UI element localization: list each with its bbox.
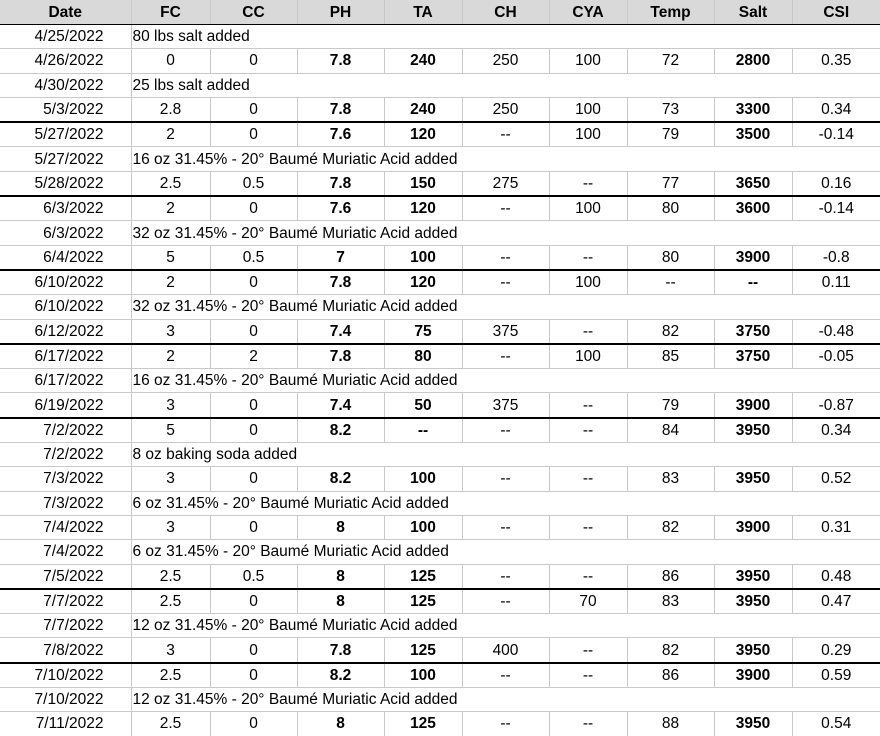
date-cell[interactable]: 5/3/2022: [0, 97, 131, 122]
temp-cell[interactable]: 80: [627, 245, 714, 270]
fc-cell[interactable]: 2.5: [131, 663, 210, 688]
fc-cell[interactable]: 5: [131, 245, 210, 270]
cya-cell[interactable]: 100: [549, 49, 627, 73]
ph-cell[interactable]: 7.8: [297, 49, 384, 73]
table-row: [0, 122, 880, 147]
table-row: [0, 589, 880, 614]
ch-cell[interactable]: --: [462, 515, 549, 539]
note-row: [0, 443, 880, 467]
csi-cell[interactable]: -0.14: [792, 196, 880, 221]
cya-cell[interactable]: --: [549, 712, 627, 736]
ch-cell[interactable]: --: [462, 467, 549, 491]
header-ch[interactable]: CH: [462, 0, 549, 25]
salt-cell[interactable]: 3950: [714, 564, 792, 589]
csi-cell[interactable]: 0.34: [792, 97, 880, 122]
fc-cell[interactable]: 3: [131, 393, 210, 418]
cya-cell[interactable]: --: [549, 638, 627, 663]
ch-cell[interactable]: 375: [462, 393, 549, 418]
cya-cell[interactable]: --: [549, 319, 627, 344]
date-cell[interactable]: 7/8/2022: [0, 638, 131, 663]
header-salt[interactable]: Salt: [714, 0, 792, 25]
fc-cell[interactable]: 2.5: [131, 564, 210, 589]
cya-cell[interactable]: --: [549, 418, 627, 443]
table-row: [0, 418, 880, 443]
note-cell[interactable]: 12 oz 31.45% - 20° Baumé Muriatic Acid added: [131, 614, 880, 638]
cc-cell[interactable]: 0: [210, 418, 297, 443]
ch-cell[interactable]: --: [462, 712, 549, 736]
ph-cell[interactable]: 7.6: [297, 196, 384, 221]
ch-cell[interactable]: --: [462, 589, 549, 614]
date-cell[interactable]: 7/4/2022: [0, 515, 131, 539]
ph-cell[interactable]: 7.4: [297, 393, 384, 418]
cya-cell[interactable]: 100: [549, 196, 627, 221]
table-row: [0, 467, 880, 491]
header-cc[interactable]: CC: [210, 0, 297, 25]
ch-cell[interactable]: --: [462, 245, 549, 270]
header-temp[interactable]: Temp: [627, 0, 714, 25]
salt-cell[interactable]: 3950: [714, 638, 792, 663]
csi-cell[interactable]: 0.54: [821, 715, 852, 733]
cc-cell[interactable]: 0: [210, 393, 297, 418]
note-cell[interactable]: 25 lbs salt added: [131, 73, 880, 97]
salt-cell[interactable]: 3900: [714, 663, 792, 688]
ta-cell[interactable]: 120: [384, 122, 462, 147]
ch-cell[interactable]: --: [462, 196, 549, 221]
temp-cell[interactable]: 83: [627, 467, 714, 491]
note-row: [0, 147, 880, 171]
date-cell[interactable]: 6/10/2022: [0, 295, 131, 319]
table-row: [0, 196, 880, 221]
ta-cell[interactable]: 125: [384, 712, 462, 736]
note-row: [0, 295, 880, 319]
temp-cell[interactable]: 82: [627, 319, 714, 344]
header-ph[interactable]: PH: [297, 0, 384, 25]
ta-cell[interactable]: 125: [384, 589, 462, 614]
note-cell[interactable]: 12 oz 31.45% - 20° Baumé Muriatic Acid added: [131, 688, 880, 712]
ta-cell[interactable]: 240: [384, 97, 462, 122]
temp-cell[interactable]: 84: [627, 418, 714, 443]
date-cell[interactable]: 7/11/2022: [0, 712, 131, 736]
fc-cell[interactable]: 2: [131, 344, 210, 369]
note-row: [0, 221, 880, 245]
fc-cell[interactable]: 2: [131, 122, 210, 147]
cya-cell[interactable]: --: [549, 171, 627, 196]
date-cell[interactable]: 6/19/2022: [0, 393, 131, 418]
csi-cell[interactable]: -0.14: [792, 122, 880, 147]
cc-cell[interactable]: 0: [210, 663, 297, 688]
csi-cell[interactable]: 0.52: [792, 467, 880, 491]
ph-cell[interactable]: 7.8: [297, 171, 384, 196]
header-fc[interactable]: FC: [131, 0, 210, 25]
cc-cell[interactable]: 0.5: [210, 245, 297, 270]
cc-cell[interactable]: 0: [210, 638, 297, 663]
csi-cell[interactable]: 0.31: [792, 515, 880, 539]
fc-cell[interactable]: 2: [131, 270, 210, 295]
fc-cell[interactable]: 2.5: [131, 171, 210, 196]
salt-cell[interactable]: 3950: [714, 467, 792, 491]
cc-cell[interactable]: 0: [210, 515, 297, 539]
ph-cell[interactable]: 8.2: [297, 467, 384, 491]
cya-cell[interactable]: 70: [549, 589, 627, 614]
ch-cell[interactable]: --: [462, 122, 549, 147]
csi-cell[interactable]: 0.59: [792, 663, 880, 688]
date-cell[interactable]: 7/7/2022: [0, 614, 131, 638]
ch-cell[interactable]: --: [462, 344, 549, 369]
date-cell[interactable]: 7/2/2022: [0, 418, 131, 443]
date-cell[interactable]: 6/3/2022: [0, 221, 131, 245]
table-row: [0, 712, 880, 736]
note-row: [0, 369, 880, 393]
date-cell[interactable]: 6/4/2022: [0, 245, 131, 270]
cc-cell[interactable]: 0.5: [210, 171, 297, 196]
salt-cell[interactable]: 3650: [714, 171, 792, 196]
csi-cell[interactable]: 0.11: [792, 270, 880, 295]
cc-cell[interactable]: 0: [210, 49, 297, 73]
note-cell[interactable]: 16 oz 31.45% - 20° Baumé Muriatic Acid added: [131, 369, 880, 393]
ch-cell[interactable]: --: [462, 564, 549, 589]
note-cell[interactable]: 32 oz 31.45% - 20° Baumé Muriatic Acid added: [131, 295, 880, 319]
date-cell[interactable]: 6/17/2022: [0, 344, 131, 369]
ta-cell[interactable]: 120: [384, 270, 462, 295]
csi-cell[interactable]: 0.35: [792, 49, 880, 73]
cc-cell[interactable]: 0: [210, 122, 297, 147]
ph-cell[interactable]: 7.8: [297, 270, 384, 295]
fc-cell[interactable]: 2: [131, 196, 210, 221]
fc-cell[interactable]: 3: [131, 319, 210, 344]
ta-cell[interactable]: 100: [384, 467, 462, 491]
salt-cell[interactable]: 3300: [714, 97, 792, 122]
ta-cell[interactable]: 80: [384, 344, 462, 369]
ph-cell[interactable]: 7: [297, 245, 384, 270]
note-cell[interactable]: 16 oz 31.45% - 20° Baumé Muriatic Acid added: [131, 147, 880, 171]
date-cell[interactable]: 7/5/2022: [0, 564, 131, 589]
note-row: [0, 491, 880, 515]
fc-cell[interactable]: 2.5: [131, 589, 210, 614]
ta-cell[interactable]: 100: [384, 515, 462, 539]
temp-cell[interactable]: 73: [627, 97, 714, 122]
table-row: [0, 344, 880, 369]
ta-cell[interactable]: 240: [384, 49, 462, 73]
ta-cell[interactable]: 120: [384, 196, 462, 221]
fc-cell[interactable]: 3: [131, 638, 210, 663]
table-row: [0, 564, 880, 589]
salt-cell[interactable]: 3900: [714, 515, 792, 539]
cya-cell[interactable]: 100: [549, 270, 627, 295]
ta-cell[interactable]: 100: [384, 663, 462, 688]
csi-cell[interactable]: 0.29: [792, 638, 880, 663]
ta-cell[interactable]: 125: [384, 564, 462, 589]
csi-cell[interactable]: 0.48: [792, 564, 880, 589]
ta-cell[interactable]: 75: [384, 319, 462, 344]
ta-cell[interactable]: 100: [384, 245, 462, 270]
ch-cell[interactable]: 275: [462, 171, 549, 196]
salt-cell[interactable]: 3750: [714, 344, 792, 369]
ch-cell[interactable]: --: [462, 418, 549, 443]
table-row: [0, 245, 880, 270]
csi-cell[interactable]: -0.8: [792, 245, 880, 270]
note-row: [0, 688, 880, 712]
date-cell[interactable]: 4/26/2022: [0, 49, 131, 73]
date-cell[interactable]: 7/4/2022: [0, 540, 131, 564]
ph-cell[interactable]: 8.2: [297, 418, 384, 443]
fc-cell[interactable]: 5: [131, 418, 210, 443]
cc-cell[interactable]: 0: [210, 319, 297, 344]
ph-cell[interactable]: 8: [297, 564, 384, 589]
table-row: [0, 638, 880, 663]
date-cell[interactable]: 7/7/2022: [0, 589, 131, 614]
temp-cell[interactable]: 83: [627, 589, 714, 614]
note-cell[interactable]: 8 oz baking soda added: [131, 443, 880, 467]
cya-cell[interactable]: 100: [549, 344, 627, 369]
cya-cell[interactable]: --: [549, 515, 627, 539]
ph-cell[interactable]: 7.6: [297, 122, 384, 147]
csi-cell[interactable]: 0.34: [792, 418, 880, 443]
table-row: [0, 663, 880, 688]
temp-cell[interactable]: 86: [627, 663, 714, 688]
csi-cell[interactable]: 0.16: [792, 171, 880, 196]
date-cell[interactable]: 5/27/2022: [0, 147, 131, 171]
cya-cell[interactable]: 100: [549, 97, 627, 122]
table-row: [0, 393, 880, 418]
fc-cell[interactable]: 3: [131, 515, 210, 539]
table-row: [0, 97, 880, 122]
ch-cell[interactable]: --: [462, 663, 549, 688]
date-cell[interactable]: 7/2/2022: [0, 443, 131, 467]
salt-cell[interactable]: --: [714, 270, 792, 295]
ch-cell[interactable]: 250: [462, 97, 549, 122]
ph-cell[interactable]: 8: [297, 515, 384, 539]
table-row: [0, 319, 880, 344]
header-date[interactable]: Date: [0, 0, 131, 25]
ta-cell[interactable]: --: [384, 418, 462, 443]
salt-cell[interactable]: 3950: [714, 712, 792, 736]
note-row: [0, 73, 880, 97]
note-cell[interactable]: 6 oz 31.45% - 20° Baumé Muriatic Acid added: [131, 540, 880, 564]
header-ta[interactable]: TA: [384, 0, 462, 25]
csi-cell[interactable]: 0.47: [792, 589, 880, 614]
ph-cell[interactable]: 8.2: [297, 663, 384, 688]
cc-cell[interactable]: 0: [210, 467, 297, 491]
date-cell[interactable]: 7/3/2022: [0, 467, 131, 491]
cc-cell[interactable]: 2: [210, 344, 297, 369]
cya-cell[interactable]: --: [549, 245, 627, 270]
ph-cell[interactable]: 8: [297, 712, 384, 736]
fc-cell[interactable]: 2.8: [131, 97, 210, 122]
cc-cell[interactable]: 0.5: [210, 564, 297, 589]
date-cell[interactable]: 6/3/2022: [0, 196, 131, 221]
date-cell[interactable]: 7/10/2022: [0, 688, 131, 712]
ph-cell[interactable]: 7.8: [297, 344, 384, 369]
date-cell[interactable]: 4/25/2022: [0, 25, 131, 49]
note-cell[interactable]: 6 oz 31.45% - 20° Baumé Muriatic Acid added: [131, 491, 880, 515]
csi-cell[interactable]: -0.48: [792, 319, 880, 344]
salt-cell[interactable]: 2800: [714, 49, 792, 73]
header-cya[interactable]: CYA: [549, 0, 627, 25]
ph-cell[interactable]: 7.8: [297, 638, 384, 663]
cya-cell[interactable]: 100: [549, 122, 627, 147]
ch-cell[interactable]: 250: [462, 49, 549, 73]
date-cell[interactable]: 7/10/2022: [0, 663, 131, 688]
ta-cell[interactable]: 50: [384, 393, 462, 418]
temp-cell[interactable]: 79: [627, 393, 714, 418]
date-cell[interactable]: 4/30/2022: [0, 73, 131, 97]
header-csi[interactable]: CSI: [792, 0, 880, 25]
date-cell[interactable]: 7/3/2022: [0, 491, 131, 515]
cya-cell[interactable]: --: [549, 663, 627, 688]
ph-cell[interactable]: 8: [297, 589, 384, 614]
temp-cell[interactable]: 72: [627, 49, 714, 73]
ch-cell[interactable]: --: [462, 270, 549, 295]
note-row: [0, 614, 880, 638]
temp-cell[interactable]: 82: [627, 638, 714, 663]
date-cell[interactable]: 5/27/2022: [0, 122, 131, 147]
fc-cell[interactable]: 0: [131, 49, 210, 73]
salt-cell[interactable]: 3500: [714, 122, 792, 147]
salt-cell[interactable]: 3900: [714, 393, 792, 418]
cc-cell[interactable]: 0: [210, 97, 297, 122]
temp-cell[interactable]: 85: [627, 344, 714, 369]
temp-cell[interactable]: 88: [627, 712, 714, 736]
note-row: [0, 25, 880, 49]
ph-cell[interactable]: 7.4: [297, 319, 384, 344]
date-cell[interactable]: 6/17/2022: [0, 369, 131, 393]
cc-cell[interactable]: 0: [210, 712, 297, 736]
note-cell[interactable]: 32 oz 31.45% - 20° Baumé Muriatic Acid added: [131, 221, 880, 245]
date-cell[interactable]: 6/12/2022: [0, 319, 131, 344]
table-body: [0, 25, 880, 736]
fc-cell[interactable]: 3: [131, 467, 210, 491]
cya-cell[interactable]: --: [549, 467, 627, 491]
salt-cell[interactable]: 3950: [714, 418, 792, 443]
temp-cell[interactable]: 86: [627, 564, 714, 589]
cc-cell[interactable]: 0: [210, 196, 297, 221]
csi-cell[interactable]: -0.05: [792, 344, 880, 369]
ta-cell[interactable]: 150: [384, 171, 462, 196]
note-cell[interactable]: 80 lbs salt added: [131, 25, 880, 49]
cc-cell[interactable]: 0: [210, 589, 297, 614]
ch-cell[interactable]: 375: [462, 319, 549, 344]
fc-cell[interactable]: 2.5: [131, 712, 210, 736]
temp-cell[interactable]: 77: [627, 171, 714, 196]
table-row: [0, 171, 880, 196]
date-cell[interactable]: 6/10/2022: [0, 270, 131, 295]
salt-cell[interactable]: 3900: [714, 245, 792, 270]
cc-cell[interactable]: 0: [210, 270, 297, 295]
salt-cell[interactable]: 3600: [714, 196, 792, 221]
cya-cell[interactable]: --: [549, 393, 627, 418]
table-row: [0, 270, 880, 295]
note-row: [0, 540, 880, 564]
date-cell[interactable]: 5/28/2022: [0, 171, 131, 196]
temp-cell[interactable]: 82: [627, 515, 714, 539]
ch-cell[interactable]: 400: [462, 638, 549, 663]
salt-cell[interactable]: 3950: [714, 589, 792, 614]
table-row: [0, 49, 880, 73]
salt-cell[interactable]: 3750: [714, 319, 792, 344]
header-row: [0, 0, 880, 25]
csi-cell[interactable]: -0.87: [792, 393, 880, 418]
table-row: [0, 515, 880, 539]
temp-cell[interactable]: --: [627, 270, 714, 295]
temp-cell[interactable]: 80: [627, 196, 714, 221]
temp-cell[interactable]: 79: [627, 122, 714, 147]
ph-cell[interactable]: 7.8: [297, 97, 384, 122]
cya-cell[interactable]: --: [549, 564, 627, 589]
ta-cell[interactable]: 125: [384, 638, 462, 663]
